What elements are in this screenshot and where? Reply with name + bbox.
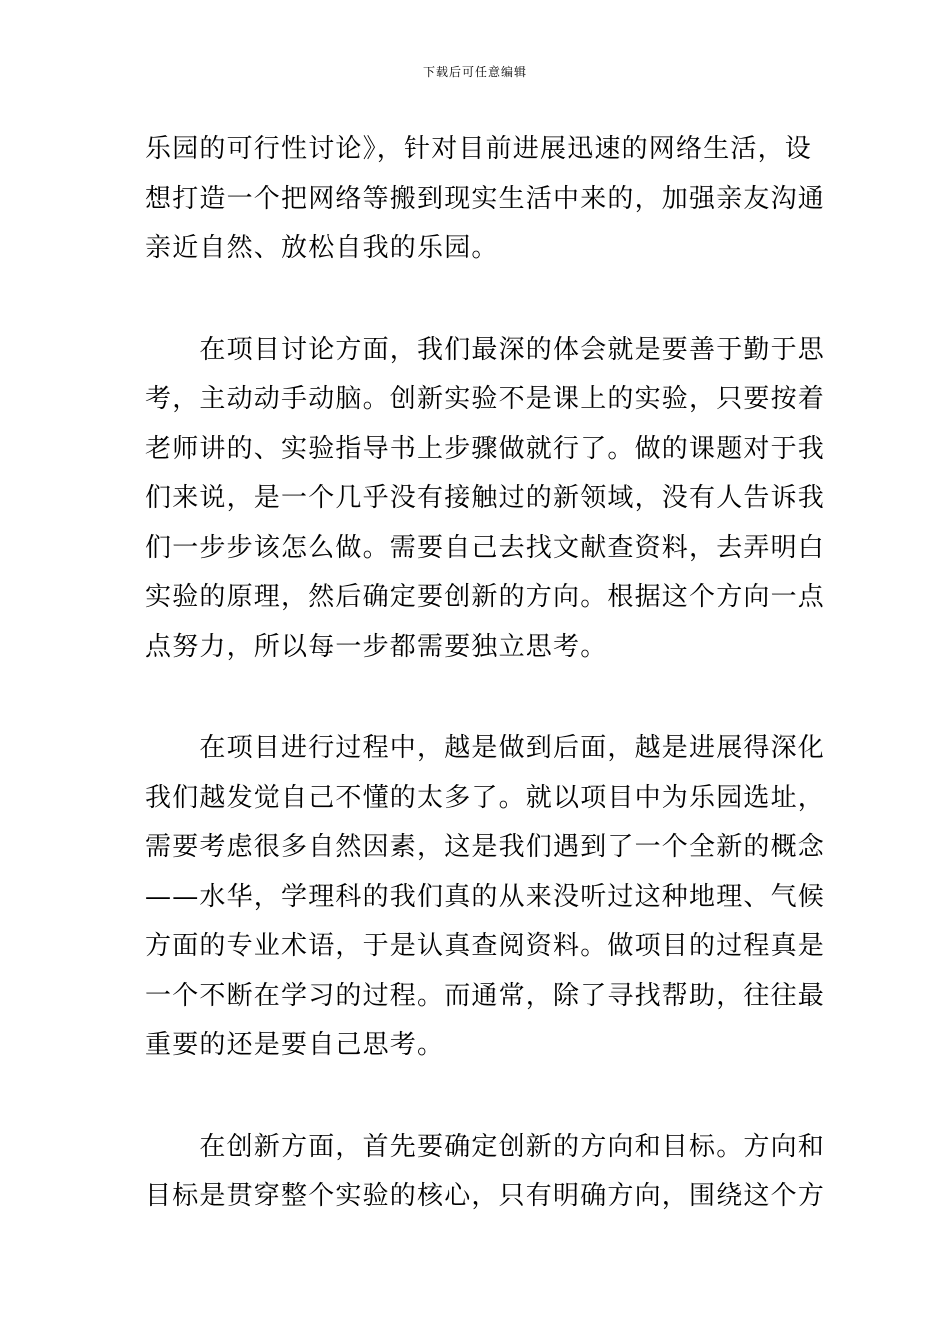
text-line: 们一步步该怎么做。需要自己去找文献查资料，去弄明白: [145, 532, 826, 563]
text-line: 在项目进行过程中，越是做到后面，越是进展得深化: [145, 733, 826, 763]
text-line: 亲近自然、放松自我的乐园。: [145, 233, 499, 263]
text-line: 实验的原理，然后确定要创新的方向。根据这个方向一点: [145, 582, 826, 612]
text-line: 目标是贯穿整个实验的核心，只有明确方向，围绕这个方: [145, 1181, 826, 1211]
text-line: 我们越发觉自己不懂的太多了。就以项目中为乐园选址，: [145, 782, 826, 813]
text-line: 方面的专业术语，于是认真查阅资料。做项目的过程真是: [145, 931, 826, 961]
text-line: 一个不断在学习的过程。而通常，除了寻找帮助，往往最: [145, 980, 826, 1011]
text-line: 想打造一个把网络等搬到现实生活中来的，加强亲友沟通: [145, 183, 826, 214]
paragraph-4: [145, 1123, 826, 1222]
text-line: 老师讲的、实验指导书上步骤做就行了。做的课题对于我: [145, 433, 826, 464]
text-line: 们来说，是一个几乎没有接触过的新领域，没有人告诉我: [145, 483, 826, 513]
text-line: 在创新方面，首先要确定创新的方向和目标。方向和: [145, 1131, 826, 1162]
text-line: 需要考虑很多自然因素，这是我们遇到了一个全新的概念: [145, 832, 826, 862]
page-header-note: 下载后可任意编辑: [422, 65, 527, 79]
text-line: 考，主动动手动脑。创新实验不是课上的实验，只要按着: [145, 384, 826, 414]
paragraph-1: [145, 125, 826, 274]
text-line: 乐园的可行性讨论》，针对目前进展迅速的网络生活，设: [145, 134, 813, 164]
document-body: [145, 125, 826, 1274]
text-line: 点努力，所以每一步都需要独立思考。: [145, 631, 608, 662]
paragraph-2: [145, 326, 826, 673]
text-line: ——水华，学理科的我们真的从来没听过这种地理、气候: [145, 881, 826, 912]
text-line: 重要的还是要自己思考。: [145, 1030, 445, 1060]
paragraph-3: [145, 724, 826, 1071]
text-line: 在项目讨论方面，我们最深的体会就是要善于勤于思: [145, 334, 826, 365]
